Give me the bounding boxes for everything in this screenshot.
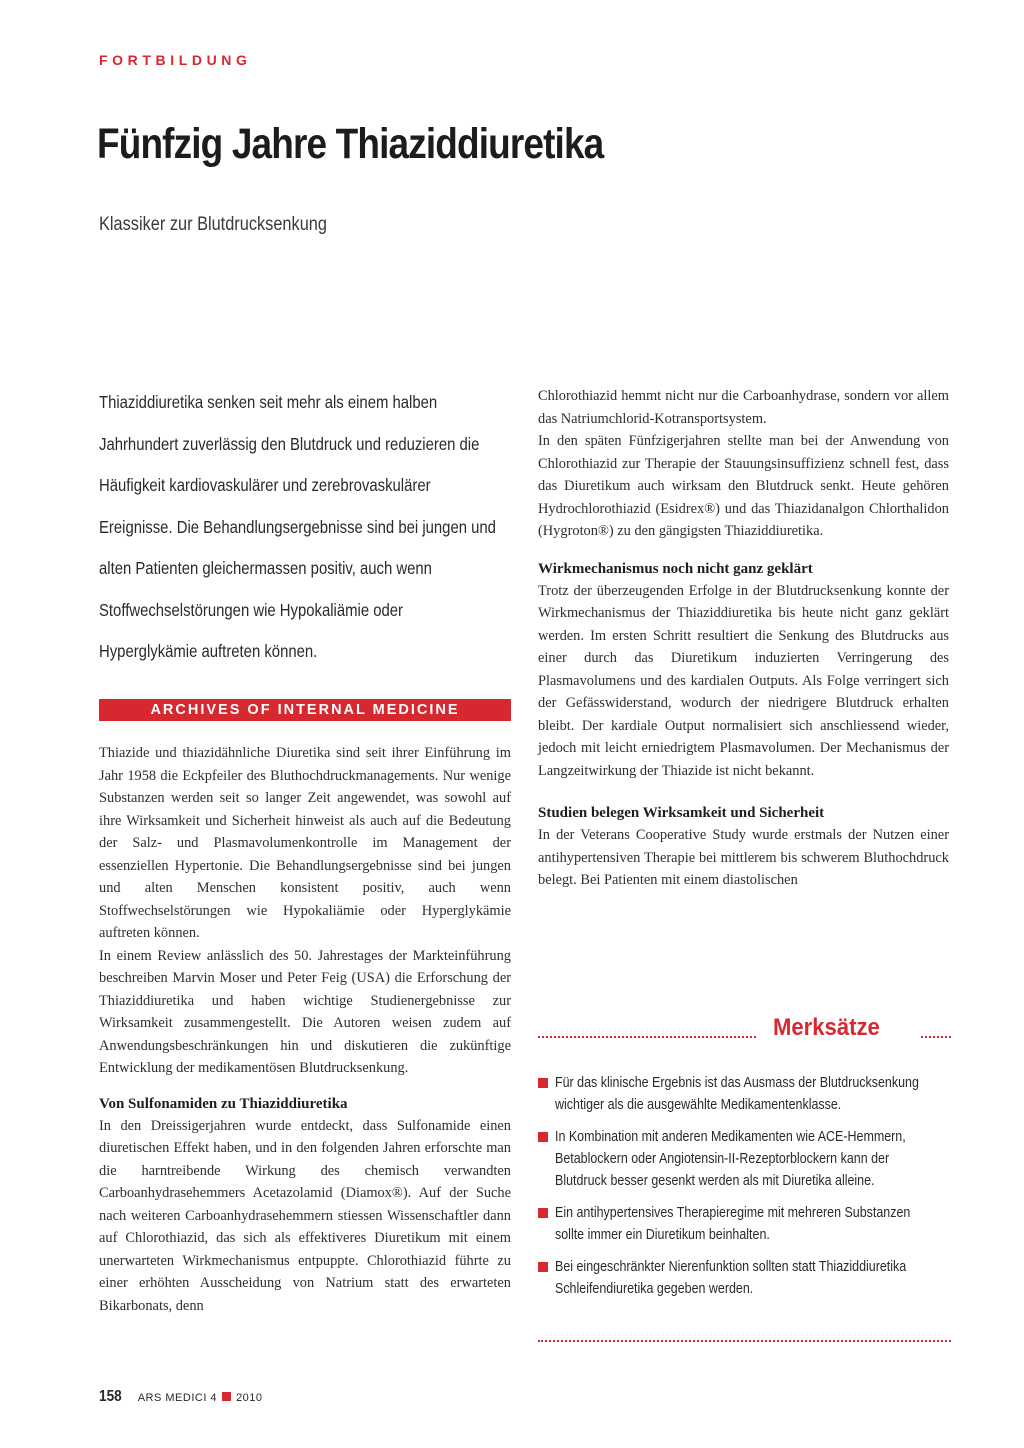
merksaetze-divider-right — [921, 1036, 951, 1038]
merksatz-text: Für das klinische Ergebnis ist das Ausmass der Blutdrucksenkung wichtiger als die ausgewählte Medikamentenklasse. — [555, 1075, 919, 1113]
section-kicker: FORTBILDUNG — [99, 52, 252, 68]
merksaetze-title: Merksätze — [773, 1014, 880, 1041]
merksatz-item — [538, 1256, 968, 1300]
left-paragraph-2: In einem Review anlässlich des 50. Jahrestages der Markteinführung beschreiben Marvin Moser und Peter Feig (USA) die Erforschung der Thiaziddiuretika und haben wichtige Studienergebnisse zur Wirksamkeit zusammengestellt. Die Autoren weisen zudem auf Anwendungsbeschränkungen hin und diskutieren die zukünftige Entwicklung der medikamentösen Blutdrucksenkung. — [99, 947, 511, 1076]
right-paragraph-4: In der Veterans Cooperative Study wurde erstmals der Nutzen einer antihypertensiven Therapie bei mittlerem bis schwerem Bluthochdruck belegt. Bei Patienten mit einem diastolischen — [538, 827, 949, 888]
merksatz-text: Bei eingeschränkter Nierenfunktion sollten statt Thiaziddiuretika Schleifendiuretika gegeben werden. — [555, 1259, 907, 1297]
article-subtitle: Klassiker zur Blutdrucksenkung — [99, 214, 327, 235]
page-footer — [99, 1388, 263, 1406]
square-bullet-icon — [538, 1208, 548, 1218]
square-bullet-icon — [538, 1262, 548, 1272]
publication-year: 2010 — [236, 1392, 263, 1404]
merksatz-text: In Kombination mit anderen Medikamenten wie ACE-Hemmern, Betablockern oder Angiotensin-II-Rezeptorblockern kann der Blutdruck besser gesenkt werden als mit Diuretika alleine. — [555, 1129, 906, 1189]
lead-paragraph: Thiaziddiuretika senken seit mehr als einem halben Jahrhundert zuverlässig den Blutdruck und reduzieren die Häufigkeit kardiovaskulärer und zerebrovaskulärer Ereignisse. Die Behandlungsergebnisse sind bei jungen und alten Patienten gleichermassen positiv, auch wenn Stoffwechselstörungen wie Hypokaliämie oder Hyperglykämie auftreten können. — [99, 392, 496, 661]
right-paragraph-1: Chlorothiazid hemmt nicht nur die Carboanhydrase, sondern vor allem das Natriumchlorid-Kotransportsystem. — [538, 388, 949, 427]
article-title: Fünfzig Jahre Thiaziddiuretika — [97, 120, 604, 168]
merksatz-text: Ein antihypertensives Therapieregime mit mehreren Substanzen sollte immer ein Diuretikum beinhalten. — [555, 1205, 911, 1243]
square-bullet-icon — [538, 1132, 548, 1142]
merksatz-item — [538, 1202, 968, 1246]
merksaetze-list — [538, 1072, 968, 1310]
section-heading-studies: Studien belegen Wirksamkeit und Sicherheit — [538, 805, 825, 821]
merksatz-item — [538, 1126, 968, 1192]
section-heading-mechanism: Wirkmechanismus noch nicht ganz geklärt — [538, 560, 813, 577]
square-bullet-icon — [538, 1078, 548, 1088]
section-heading-sulfonamide: Von Sulfonamiden zu Thiaziddiuretika — [99, 1095, 348, 1112]
right-paragraph-3: Trotz der überzeugenden Erfolge in der Blutdrucksenkung konnte der Wirkmechanismus der Thiaziddiuretika bis heute nicht ganz geklärt werden. Im ersten Schritt resultiert die Senkung des Blutdrucks aus einer durch das Diuretikum induzierten Verringerung des Plasmavolumens und des kardialen Outputs. Als Folge verringert sich der Gefässwiderstand, wodurch der niedrigere Blutdruck erhalten bleibt. Der kardiale Output normalisiert sich anschliessend wieder, jedoch mit leicht erniedrigtem Plasmavolumen. Der Mechanismus der Langzeitwirkung der Thiazide ist nicht bekannt. — [538, 582, 949, 779]
journal-name: ARS MEDICI 4 — [137, 1392, 218, 1404]
page-number: 158 — [99, 1388, 122, 1405]
left-paragraph-3: In den Dreissigerjahren wurde entdeckt, dass Sulfonamide einen diuretischen Effekt haben, und in den folgenden Jahren erforschte man die harntreibende Wirkung des chemisch verwandten Carboanhydrasehemmers Acetazolamid (Diamox®). Auf der Suche nach weiteren Carboanhydrasehemmern stiessen Wissenschaftler dann auf Chlorothiazid, das sich als effektiveres Diuretikum mit einem unerwarteten Wirkmechanismus entpuppte. Chlorothiazid führte zu einer erhöhten Ausscheidung von Natrium statt des erwarteten Bikarbonats, denn — [99, 1117, 511, 1314]
left-paragraph-1: Thiazide und thiazidähnliche Diuretika sind seit ihrer Einführung im Jahr 1958 die Eckpfeiler des Bluthochdruckmanagements. Nur wenige Substanzen werden seit so langer Zeit angewendet, was sowohl auf ihre Wirksamkeit und Sicherheit hinweist als auch auf die Bedeutung der Salz- und Plasmavolumenkontrolle im Management der essenziellen Hypertonie. Die Behandlungsergebnisse sind bei jungen und alten Menschen konsistent positiv, auch wenn Stoffwechselstörungen wie Hypokaliämie oder Hyperglykämie auftreten können. — [99, 745, 511, 941]
merksaetze-divider-left — [538, 1036, 756, 1038]
right-paragraph-2: In den späten Fünfzigerjahren stellte man bei der Anwendung von Chlorothiazid zur Therapie der Stauungsinsuffizienz schnell fest, dass das Diuretikum auch wirksam den Blutdruck senkt. Heute gehören Hydrochlorothiazid (Esidrex®) und das Thiazidanalgon Chlorthalidon (Hygroton®) zu den gängigsten Thiaziddiuretika. — [538, 433, 949, 539]
right-column — [538, 385, 949, 892]
merksatz-item — [538, 1072, 968, 1116]
source-label: ARCHIVES OF INTERNAL MEDICINE — [99, 699, 511, 721]
left-column — [99, 742, 511, 1317]
square-separator-icon — [222, 1392, 231, 1401]
merksaetze-divider-bottom — [538, 1340, 951, 1342]
